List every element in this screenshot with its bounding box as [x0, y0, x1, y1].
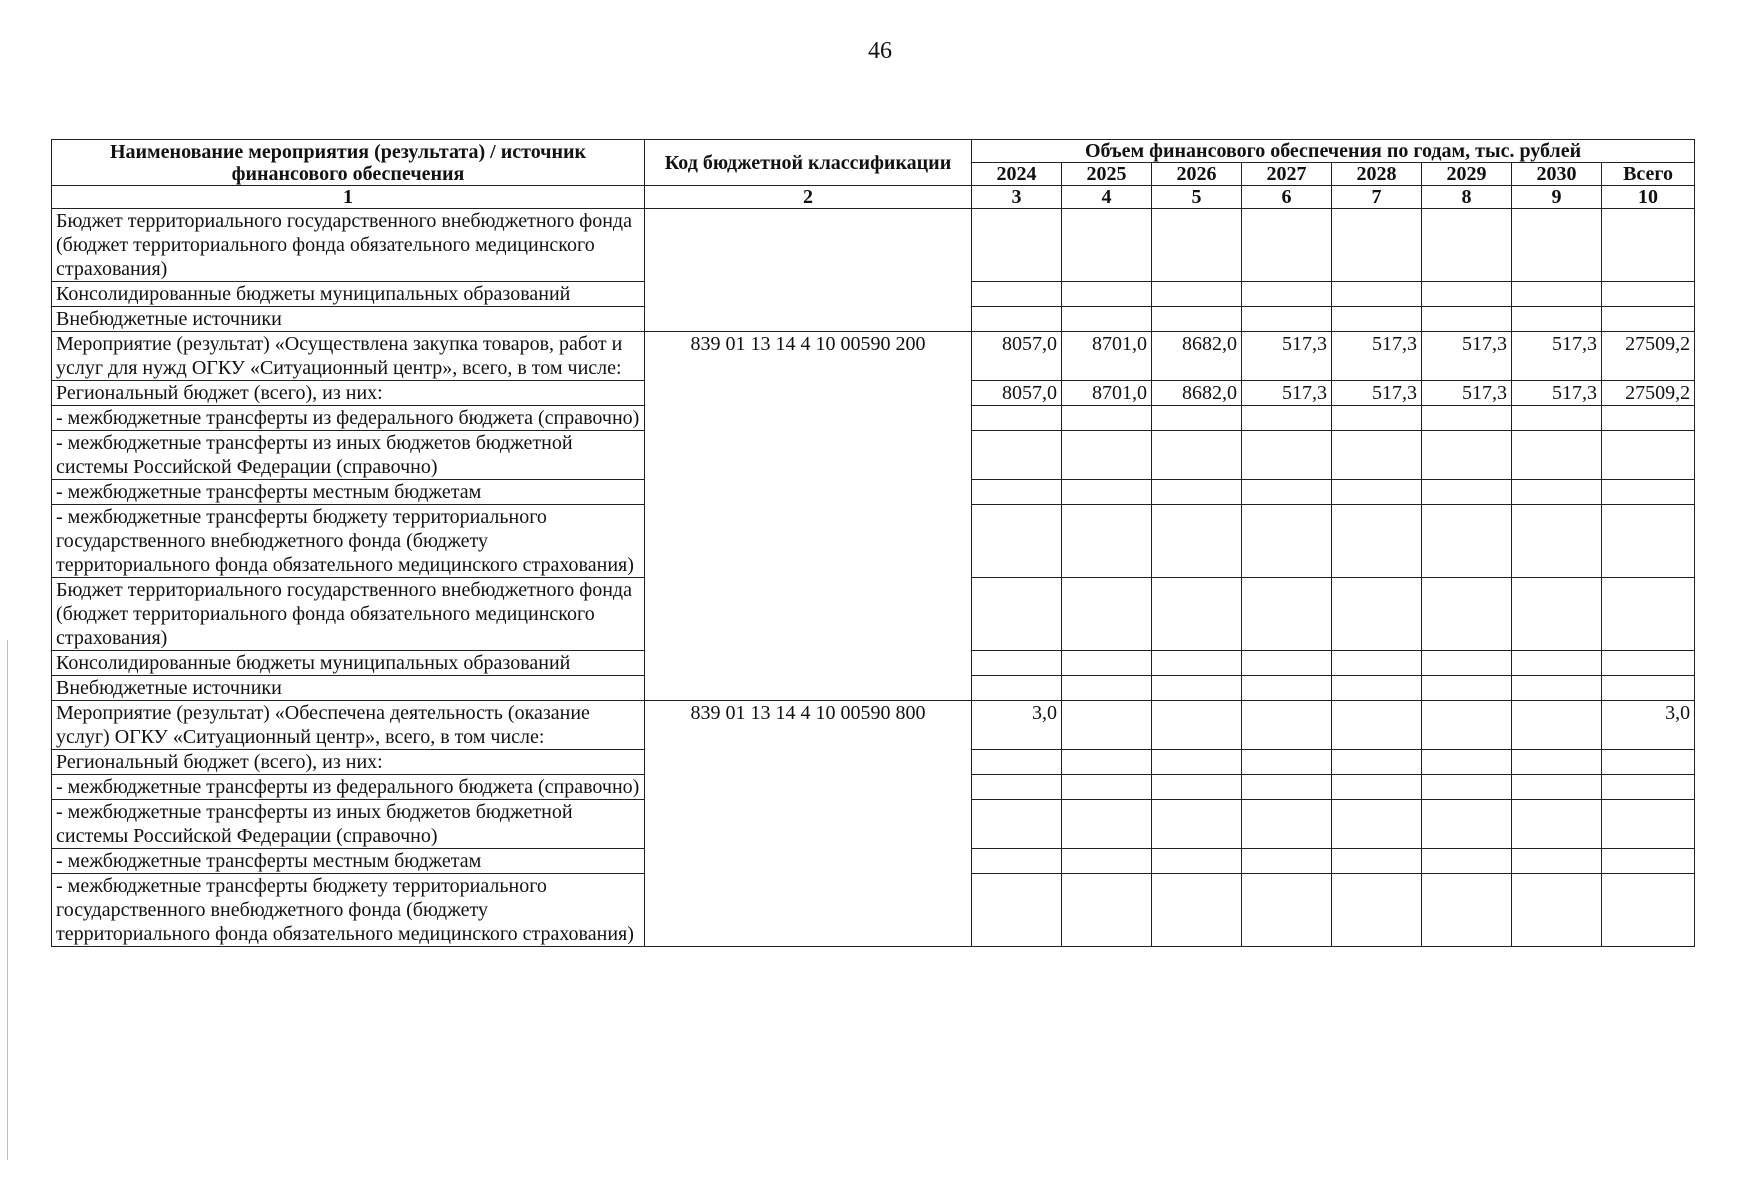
- year-value-cell: [1242, 480, 1332, 505]
- row-name: - межбюджетные трансферты бюджету территориального государственного внебюджетного фонда (бюджету территориального фонда обязательного медицинского страхования): [52, 505, 645, 578]
- year-value-cell: [1152, 406, 1242, 431]
- year-value-cell: 8057,0: [972, 381, 1062, 406]
- year-value-cell: [972, 505, 1062, 578]
- page-number: 46: [868, 38, 892, 64]
- year-value-cell: [1152, 209, 1242, 282]
- year-value-cell: [1332, 431, 1422, 480]
- year-value-cell: [1242, 800, 1332, 849]
- year-value-cell: [1062, 849, 1152, 874]
- year-value-cell: [1062, 505, 1152, 578]
- financing-table: [51, 139, 1695, 947]
- year-value-cell: [1152, 480, 1242, 505]
- row-name: Внебюджетные источники: [52, 307, 645, 332]
- header-name: Наименование мероприятия (результата) / источник финансового обеспечения: [52, 140, 645, 186]
- year-value-cell: [1062, 800, 1152, 849]
- year-value-cell: [972, 651, 1062, 676]
- total-cell: [1602, 750, 1695, 775]
- total-cell: [1602, 505, 1695, 578]
- year-value-cell: [1512, 480, 1602, 505]
- year-value-cell: [1062, 874, 1152, 947]
- year-value-cell: [1332, 701, 1422, 750]
- year-value-cell: [1242, 505, 1332, 578]
- header-year: 2030: [1512, 163, 1602, 186]
- year-value-cell: [1332, 676, 1422, 701]
- year-value-cell: [1422, 750, 1512, 775]
- row-name: Бюджет территориального государственного внебюджетного фонда (бюджет территориального фонда обязательного медицинского страхования): [52, 209, 645, 282]
- row-name: - межбюджетные трансферты местным бюджетам: [52, 480, 645, 505]
- year-value-cell: [1422, 578, 1512, 651]
- year-value-cell: [1242, 209, 1332, 282]
- column-index: 9: [1512, 186, 1602, 209]
- year-value-cell: [1332, 849, 1422, 874]
- year-value-cell: [972, 874, 1062, 947]
- year-value-cell: 517,3: [1242, 381, 1332, 406]
- total-cell: [1602, 800, 1695, 849]
- year-value-cell: 517,3: [1242, 332, 1332, 381]
- total-cell: [1602, 651, 1695, 676]
- year-value-cell: [1242, 750, 1332, 775]
- total-cell: [1602, 480, 1695, 505]
- year-value-cell: [1152, 431, 1242, 480]
- year-value-cell: [1512, 701, 1602, 750]
- header-code: Код бюджетной классификации: [645, 140, 972, 186]
- row-name: Консолидированные бюджеты муниципальных образований: [52, 282, 645, 307]
- year-value-cell: [1242, 775, 1332, 800]
- year-value-cell: 8682,0: [1152, 381, 1242, 406]
- year-value-cell: [972, 431, 1062, 480]
- row-name: Внебюджетные источники: [52, 676, 645, 701]
- year-value-cell: [1512, 651, 1602, 676]
- year-value-cell: [1422, 406, 1512, 431]
- year-value-cell: [1062, 431, 1152, 480]
- year-value-cell: [1152, 874, 1242, 947]
- total-cell: [1602, 406, 1695, 431]
- year-value-cell: [972, 775, 1062, 800]
- year-value-cell: [1152, 651, 1242, 676]
- budget-code-cell: 839 01 13 14 4 10 00590 800: [645, 701, 972, 947]
- year-value-cell: 517,3: [1332, 332, 1422, 381]
- year-value-cell: [972, 676, 1062, 701]
- year-value-cell: [1422, 651, 1512, 676]
- year-value-cell: [972, 849, 1062, 874]
- row-name: - межбюджетные трансферты местным бюджетам: [52, 849, 645, 874]
- total-cell: [1602, 676, 1695, 701]
- header-total: Всего: [1602, 163, 1695, 186]
- year-value-cell: [1422, 480, 1512, 505]
- year-value-cell: [1332, 651, 1422, 676]
- row-name: - межбюджетные трансферты из иных бюджетов бюджетной системы Российской Федерации (справочно): [52, 800, 645, 849]
- table-row: [52, 701, 1695, 750]
- column-index: 7: [1332, 186, 1422, 209]
- year-value-cell: [1062, 578, 1152, 651]
- year-value-cell: [1332, 406, 1422, 431]
- year-value-cell: [972, 406, 1062, 431]
- year-value-cell: [1242, 874, 1332, 947]
- total-cell: 3,0: [1602, 701, 1695, 750]
- year-value-cell: [1062, 750, 1152, 775]
- year-value-cell: [1332, 874, 1422, 947]
- year-value-cell: [1512, 849, 1602, 874]
- year-value-cell: [1512, 874, 1602, 947]
- year-value-cell: 3,0: [972, 701, 1062, 750]
- year-value-cell: [1332, 307, 1422, 332]
- header-year: 2024: [972, 163, 1062, 186]
- year-value-cell: [1422, 282, 1512, 307]
- year-value-cell: 8701,0: [1062, 332, 1152, 381]
- year-value-cell: [1152, 775, 1242, 800]
- scan-edge-line: [7, 640, 8, 1160]
- row-name: - межбюджетные трансферты из федерального бюджета (справочно): [52, 775, 645, 800]
- column-index: 4: [1062, 186, 1152, 209]
- year-value-cell: [1152, 282, 1242, 307]
- column-index-row: [52, 186, 1695, 209]
- budget-code-cell: [645, 209, 972, 332]
- total-cell: [1602, 849, 1695, 874]
- year-value-cell: 8682,0: [1152, 332, 1242, 381]
- year-value-cell: [1062, 209, 1152, 282]
- year-value-cell: [1062, 676, 1152, 701]
- column-index: 1: [52, 186, 645, 209]
- header-year: 2025: [1062, 163, 1152, 186]
- table-row: [52, 209, 1695, 282]
- year-value-cell: [1422, 676, 1512, 701]
- year-value-cell: 517,3: [1422, 332, 1512, 381]
- year-value-cell: [1152, 701, 1242, 750]
- year-value-cell: [1422, 307, 1512, 332]
- year-value-cell: [972, 800, 1062, 849]
- year-value-cell: [972, 282, 1062, 307]
- year-value-cell: [1332, 750, 1422, 775]
- year-value-cell: [1512, 505, 1602, 578]
- row-name: - межбюджетные трансферты из иных бюджетов бюджетной системы Российской Федерации (справочно): [52, 431, 645, 480]
- year-value-cell: 8057,0: [972, 332, 1062, 381]
- year-value-cell: [1332, 505, 1422, 578]
- year-value-cell: [1062, 406, 1152, 431]
- year-value-cell: [1242, 307, 1332, 332]
- year-value-cell: [1422, 701, 1512, 750]
- year-value-cell: 517,3: [1332, 381, 1422, 406]
- year-value-cell: [1242, 578, 1332, 651]
- year-value-cell: 8701,0: [1062, 381, 1152, 406]
- column-index: 6: [1242, 186, 1332, 209]
- row-name: - межбюджетные трансферты из федерального бюджета (справочно): [52, 406, 645, 431]
- total-cell: [1602, 307, 1695, 332]
- year-value-cell: [1332, 282, 1422, 307]
- row-name: Бюджет территориального государственного внебюджетного фонда (бюджет территориального фонда обязательного медицинского страхования): [52, 578, 645, 651]
- total-cell: [1602, 874, 1695, 947]
- year-value-cell: [1422, 849, 1512, 874]
- year-value-cell: 517,3: [1512, 381, 1602, 406]
- row-name: Региональный бюджет (всего), из них:: [52, 750, 645, 775]
- year-value-cell: [1242, 701, 1332, 750]
- year-value-cell: [1242, 282, 1332, 307]
- table-row: [52, 332, 1695, 381]
- year-value-cell: [1152, 578, 1242, 651]
- column-index: 10: [1602, 186, 1695, 209]
- total-cell: [1602, 431, 1695, 480]
- year-value-cell: [972, 209, 1062, 282]
- row-name: Мероприятие (результат) «Осуществлена закупка товаров, работ и услуг для нужд ОГКУ «Ситуационный центр», всего, в том числе:: [52, 332, 645, 381]
- header-year: 2026: [1152, 163, 1242, 186]
- year-value-cell: [1512, 209, 1602, 282]
- column-index: 5: [1152, 186, 1242, 209]
- column-index: 8: [1422, 186, 1512, 209]
- budget-code-cell: 839 01 13 14 4 10 00590 200: [645, 332, 972, 701]
- year-value-cell: [1512, 282, 1602, 307]
- header-funding-group: Объем финансового обеспечения по годам, тыс. рублей: [972, 140, 1695, 163]
- year-value-cell: [1422, 874, 1512, 947]
- year-value-cell: [1512, 431, 1602, 480]
- header-year: 2028: [1332, 163, 1422, 186]
- table-body: [52, 209, 1695, 947]
- total-cell: 27509,2: [1602, 381, 1695, 406]
- row-name: - межбюджетные трансферты бюджету территориального государственного внебюджетного фонда (бюджету территориального фонда обязательного медицинского страхования): [52, 874, 645, 947]
- total-cell: [1602, 578, 1695, 651]
- year-value-cell: [1422, 775, 1512, 800]
- year-value-cell: [1332, 800, 1422, 849]
- year-value-cell: [1062, 282, 1152, 307]
- year-value-cell: [1152, 750, 1242, 775]
- year-value-cell: 517,3: [1512, 332, 1602, 381]
- year-value-cell: [1152, 849, 1242, 874]
- year-value-cell: [1152, 800, 1242, 849]
- year-value-cell: [1332, 578, 1422, 651]
- year-value-cell: [1512, 406, 1602, 431]
- year-value-cell: [1422, 209, 1512, 282]
- year-value-cell: [1422, 800, 1512, 849]
- year-value-cell: [1512, 750, 1602, 775]
- year-value-cell: [1062, 480, 1152, 505]
- column-index: 3: [972, 186, 1062, 209]
- total-cell: [1602, 209, 1695, 282]
- header-year: 2027: [1242, 163, 1332, 186]
- year-value-cell: [1242, 676, 1332, 701]
- year-value-cell: [1152, 307, 1242, 332]
- row-name: Региональный бюджет (всего), из них:: [52, 381, 645, 406]
- total-cell: [1602, 282, 1695, 307]
- year-value-cell: [972, 750, 1062, 775]
- year-value-cell: [1062, 307, 1152, 332]
- year-value-cell: [1242, 406, 1332, 431]
- year-value-cell: [1512, 578, 1602, 651]
- year-value-cell: [1332, 480, 1422, 505]
- year-value-cell: [972, 480, 1062, 505]
- year-value-cell: [1062, 775, 1152, 800]
- total-cell: [1602, 775, 1695, 800]
- table-header: [52, 140, 1695, 209]
- row-name: Консолидированные бюджеты муниципальных образований: [52, 651, 645, 676]
- year-value-cell: [1152, 676, 1242, 701]
- year-value-cell: [1242, 431, 1332, 480]
- year-value-cell: [1422, 505, 1512, 578]
- year-value-cell: [1062, 701, 1152, 750]
- year-value-cell: [1512, 775, 1602, 800]
- year-value-cell: [972, 307, 1062, 332]
- year-value-cell: [1242, 849, 1332, 874]
- year-value-cell: [1512, 307, 1602, 332]
- year-value-cell: [1332, 775, 1422, 800]
- year-value-cell: [1422, 431, 1512, 480]
- year-value-cell: [1512, 676, 1602, 701]
- total-cell: 27509,2: [1602, 332, 1695, 381]
- year-value-cell: [1242, 651, 1332, 676]
- year-value-cell: [1512, 800, 1602, 849]
- column-index: 2: [645, 186, 972, 209]
- row-name: Мероприятие (результат) «Обеспечена деятельность (оказание услуг) ОГКУ «Ситуационный центр», всего, в том числе:: [52, 701, 645, 750]
- year-value-cell: [1152, 505, 1242, 578]
- header-year: 2029: [1422, 163, 1512, 186]
- year-value-cell: [1332, 209, 1422, 282]
- year-value-cell: [1062, 651, 1152, 676]
- year-value-cell: 517,3: [1422, 381, 1512, 406]
- year-value-cell: [972, 578, 1062, 651]
